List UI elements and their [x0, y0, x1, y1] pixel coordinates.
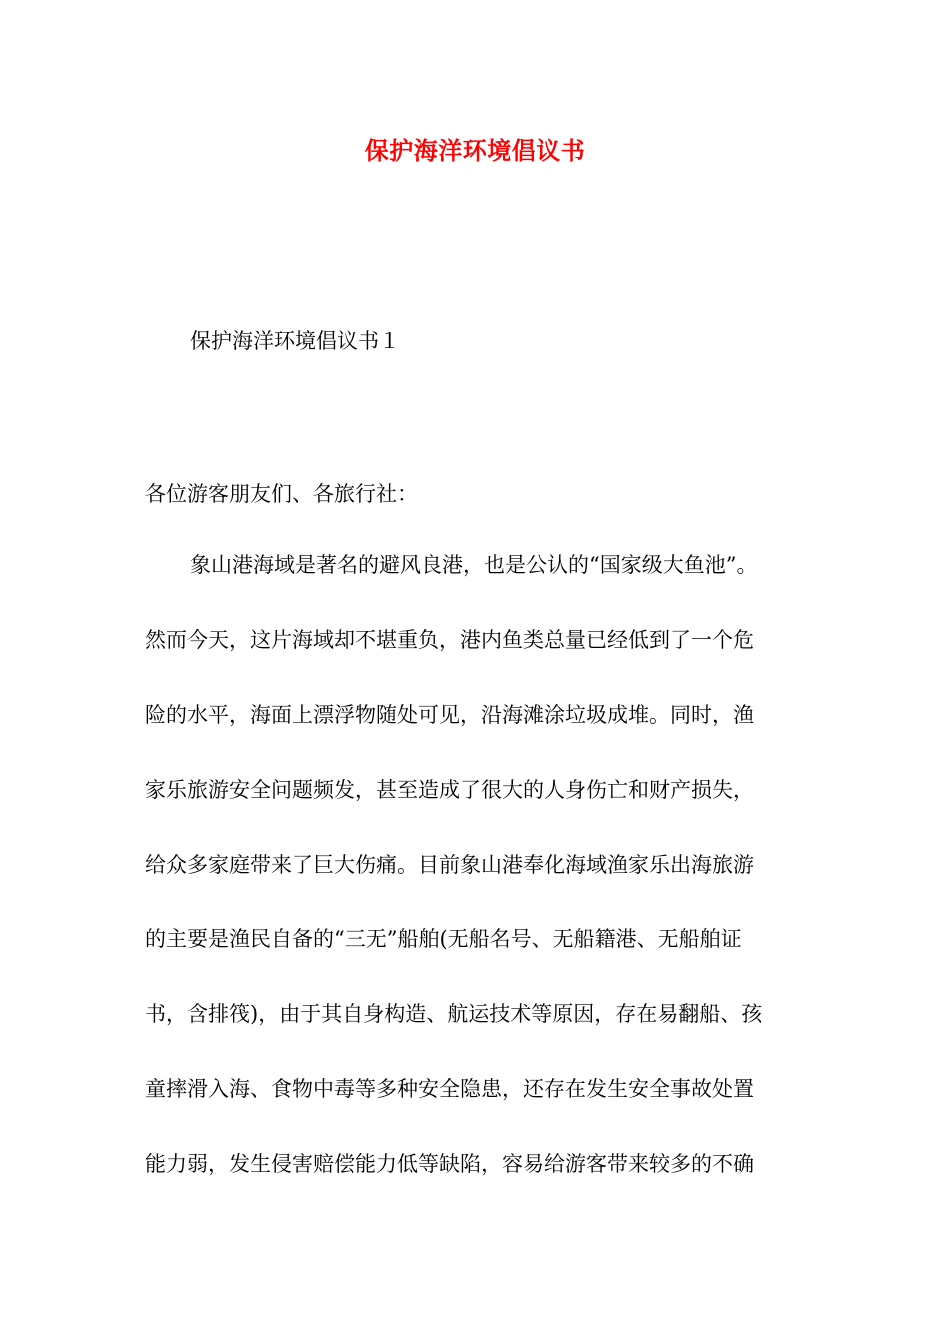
paragraph-line: 险的水平，海面上漂浮物随处可见，沿海滩涂垃圾成堆。同时，渔: [145, 702, 754, 727]
document-title: 保护海洋环境倡议书: [364, 136, 586, 165]
paragraph-line: 书，含排筏)，由于其自身构造、航运技术等原因，存在易翻船、孩: [145, 1002, 763, 1027]
body-paragraph: [145, 550, 762, 1224]
document-subtitle: 保护海洋环境倡议书１: [190, 329, 400, 353]
paragraph-line: 童摔滑入海、食物中毒等多种安全隐患，还存在发生安全事故处置: [145, 1077, 754, 1102]
paragraph-line: 象山港海域是著名的避风良港，也是公认的“国家级大鱼池”。: [190, 553, 758, 577]
paragraph-line: 家乐旅游安全问题频发，甚至造成了很大的人身伤亡和财产损失，: [145, 777, 754, 802]
greeting-line: 各位游客朋友们、各旅行社：: [145, 482, 418, 506]
paragraph-line: 然而今天，这片海域却不堪重负，港内鱼类总量已经低到了一个危: [145, 627, 754, 652]
paragraph-line: 给众多家庭带来了巨大伤痛。目前象山港奉化海域渔家乐出海旅游: [145, 852, 754, 877]
paragraph-line: 的主要是渔民自备的“三无”船舶(无船名号、无船籍港、无船舶证: [145, 927, 742, 952]
paragraph-line: 能力弱，发生侵害赔偿能力低等缺陷，容易给游客带来较多的不确: [145, 1152, 754, 1177]
